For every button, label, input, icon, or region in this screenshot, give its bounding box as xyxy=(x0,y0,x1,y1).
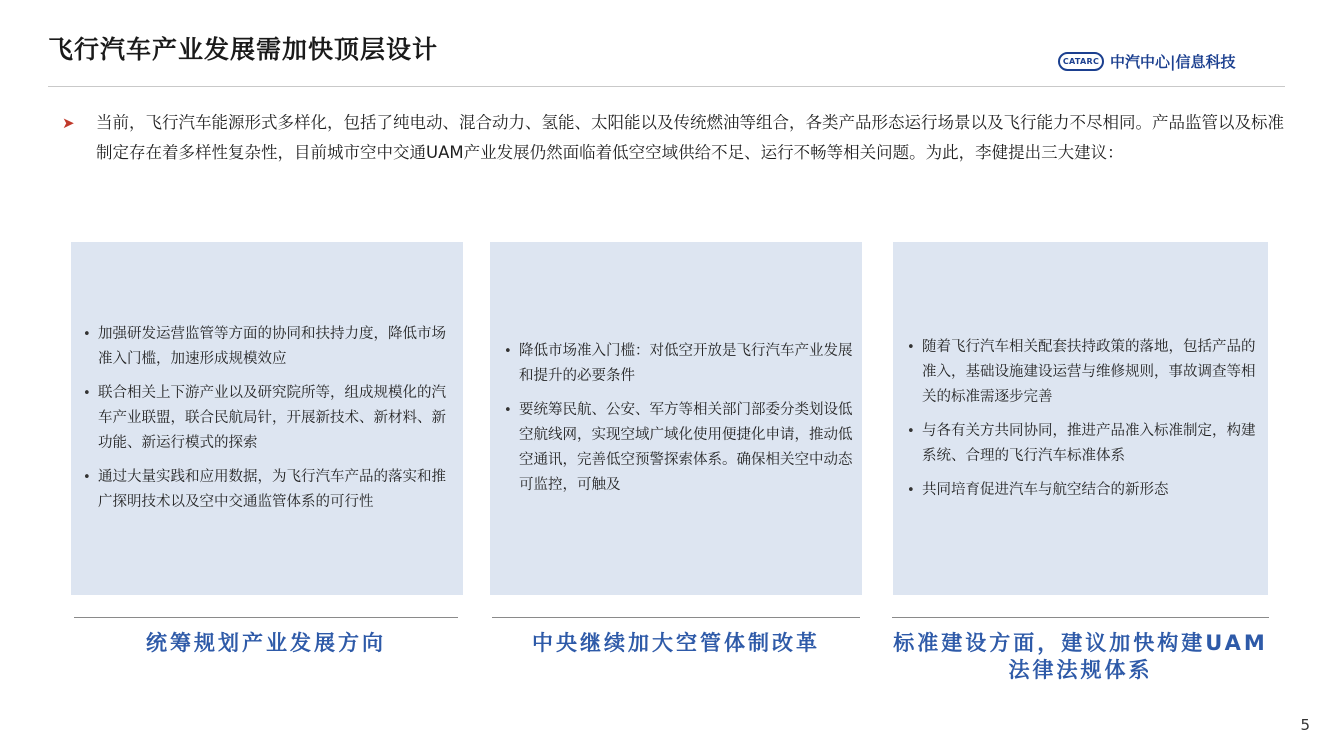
caption-divider-2 xyxy=(492,617,860,618)
caption-divider-1 xyxy=(74,617,458,618)
list-item: • 随着飞行汽车相关配套扶持政策的落地，包括产品的准入，基础设施建设运营与维修规则，事故调查等相关的标准需逐步完善 xyxy=(905,335,1260,410)
logo-emblem-text: CATARC xyxy=(1062,56,1100,66)
intro-paragraph xyxy=(62,108,1287,168)
list-item: • 降低市场准入门槛：对低空开放是飞行汽车产业发展和提升的必要条件 xyxy=(502,339,854,389)
arrow-right-icon: ➤ xyxy=(62,114,75,132)
list-item: • 加强研发运营监管等方面的协同和扶持力度，降低市场准入门槛，加速形成规模效应 xyxy=(81,322,455,372)
header-divider xyxy=(48,86,1285,87)
card-1-caption: 统筹规划产业发展方向 xyxy=(146,631,386,655)
recommendation-card-1 xyxy=(71,242,463,595)
list-item: • 通过大量实践和应用数据，为飞行汽车产品的落实和推广探明技术以及空中交通监管体系的可行性 xyxy=(81,465,455,515)
card-1-list xyxy=(81,322,455,515)
caption-divider-3 xyxy=(892,617,1269,618)
card-2-caption: 中央继续加大空管体制改革 xyxy=(532,631,820,655)
brand-logo xyxy=(1058,51,1235,72)
list-item: • 联合相关上下游产业以及研究院所等，组成规模化的汽车产业联盟，联合民航局针，开展新技术、新材料、新功能、新运行模式的探索 xyxy=(81,381,455,456)
card-3-list xyxy=(905,335,1260,503)
list-item: • 要统筹民航、公安、军方等相关部门部委分类划设低空航线网，实现空域广域化使用便捷化申请，推动低空通讯，完善低空预警探索体系。确保相关空中动态可监控，可触及 xyxy=(502,398,854,498)
logo-text: 中汽中心|信息科技 xyxy=(1110,53,1236,71)
catarc-emblem-icon xyxy=(1058,52,1104,71)
recommendation-card-3 xyxy=(893,242,1268,595)
card-3-caption: 标准建设方面，建议加快构建UAM法律法规体系 xyxy=(893,631,1268,682)
recommendation-card-2 xyxy=(490,242,862,595)
page-number: 5 xyxy=(1300,716,1310,734)
card-2-list xyxy=(502,339,854,498)
list-item: • 共同培育促进汽车与航空结合的新形态 xyxy=(905,478,1260,503)
list-item: • 与各有关方共同协同，推进产品准入标准制定，构建系统、合理的飞行汽车标准体系 xyxy=(905,419,1260,469)
intro-text: 当前，飞行汽车能源形式多样化，包括了纯电动、混合动力、氢能、太阳能以及传统燃油等组合，各类产品形态运行场景以及飞行能力不尽相同。产品监管以及标准制定存在着多样性复杂性，目前城市空中交通UAM产业发展仍然面临着低空空域供给不足、运行不畅等相关问题。为此，李健提出三大建议： xyxy=(96,113,1284,162)
slide-title: 飞行汽车产业发展需加快顶层设计 xyxy=(48,35,439,64)
